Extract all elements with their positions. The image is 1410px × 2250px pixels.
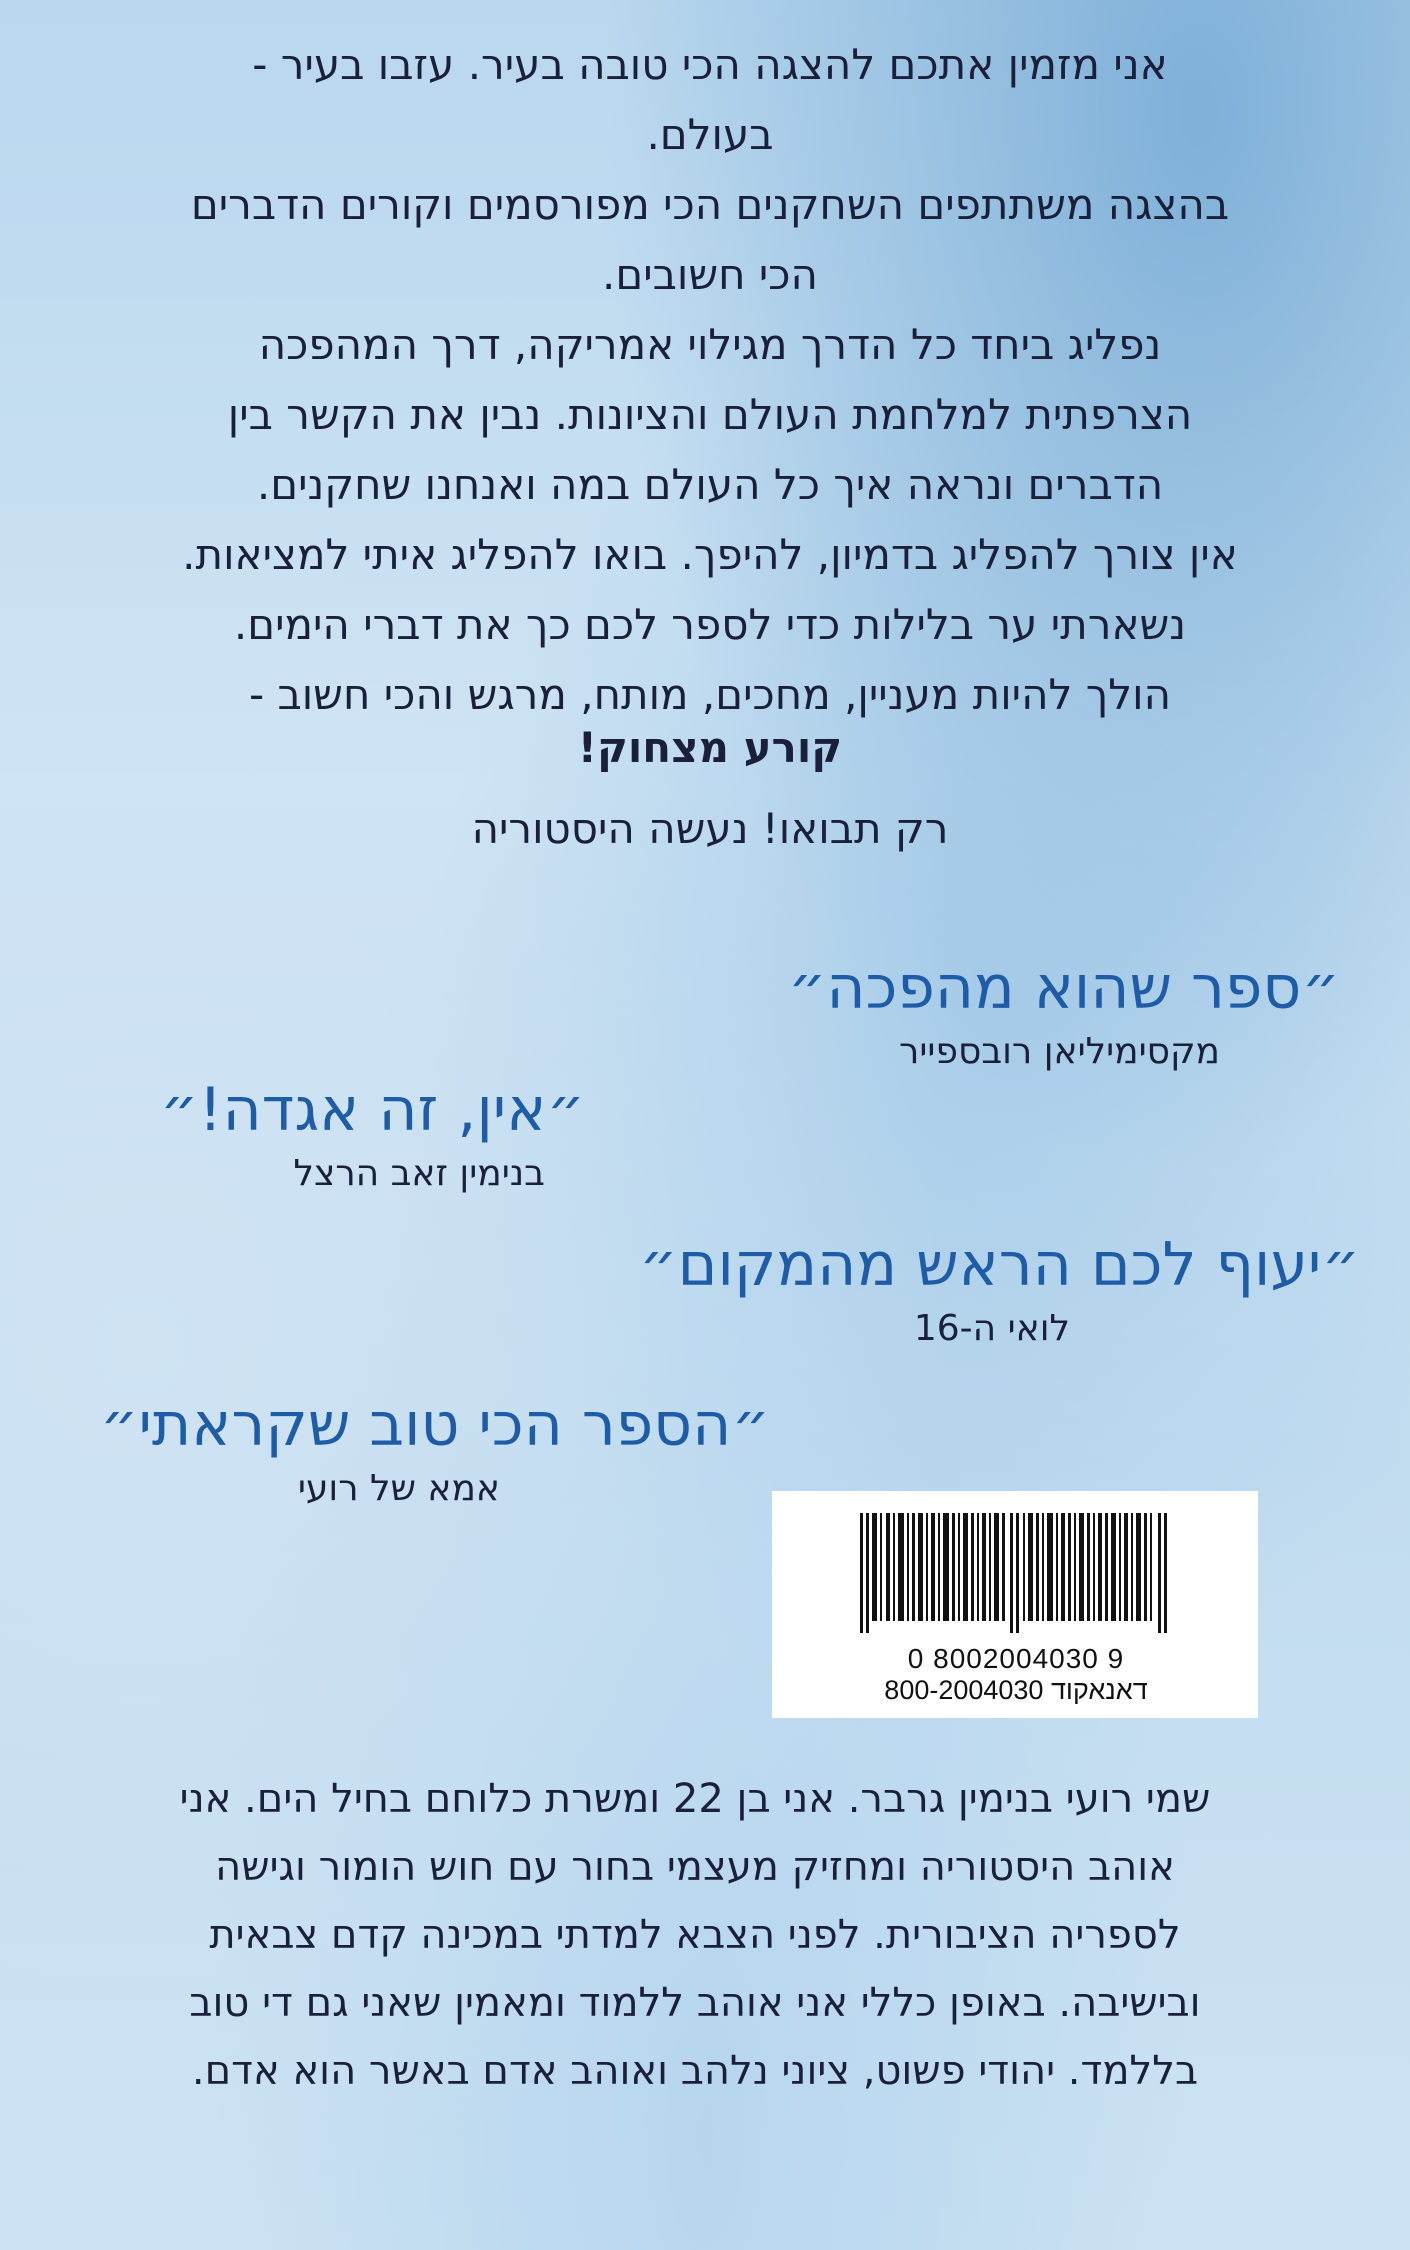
blurb-line: אני מזמין אתכם להצגה הכי טובה בעיר. עזבו בעיר - <box>252 40 1168 89</box>
quote-author: מקסימיליאן רובספייר <box>899 1031 1220 1072</box>
blurb-closing: רק תבואו! נעשה היסטוריה <box>471 804 949 853</box>
blurb-line: הכי חשובים. <box>602 250 818 299</box>
bio-line: אוהב היסטוריה ומחזיק מעצמי בחור עם חוש הומור וגישה <box>215 1844 1175 1890</box>
blurb-line: אין צורך להפליג בדמיון, להיפך. בואו להפליג איתי למציאות. <box>182 530 1238 579</box>
bio-line: לספריה הציבורית. לפני הצבא למדתי במכינה קדם צבאית <box>209 1912 1181 1958</box>
review-quote-1 <box>788 948 1340 1076</box>
blurb-line: הולך להיות מעניין, מחכים, מותח, מרגש והכי חשוב - <box>248 670 1172 719</box>
blurb-line: הצרפתית למלחמת העולם והציונות. נבין את הקשר בין <box>227 390 1193 439</box>
review-quote-2 <box>160 1070 585 1198</box>
quote-author: אמא של רועי <box>297 1468 500 1509</box>
blurb-line: הדברים ונראה איך כל העולם במה ואנחנו שחקנים. <box>256 460 1164 509</box>
blurb-line: בהצגה משתתפים השחקנים הכי מפורסמים וקורים הדברים <box>190 180 1230 229</box>
barcode-icon <box>860 1513 1170 1633</box>
blurb-line: בעולם. <box>646 110 774 159</box>
bio-line: בללמד. יהודי פשוט, ציוני נלהב ואוהב אדם באשר הוא אדם. <box>191 2048 1199 2094</box>
quote-text: ״יעוף לכם הראש מהמקום״ <box>638 1230 1360 1300</box>
review-quote-3 <box>639 1225 1360 1353</box>
bio-line: ובישיבה. באופן כללי אני אוהב ללמוד ומאמין שאני גם די טוב <box>189 1980 1201 2026</box>
review-quote-4 <box>100 1385 770 1513</box>
author-bio <box>120 1765 1270 2105</box>
bio-line: שמי רועי בנימין גרבר. אני בן 22 ומשרת כלוחם בחיל הים. אני <box>179 1776 1211 1822</box>
barcode-label: 800-2004030 דאנאקוד <box>884 1675 1148 1705</box>
quote-text: ״אין, זה אגדה!״ <box>159 1075 585 1145</box>
blurb-section <box>110 30 1310 864</box>
barcode-box <box>772 1491 1258 1718</box>
quote-text: ״הספר הכי טוב שקראתי״ <box>99 1390 770 1460</box>
blurb-climax: קורע מצחוק! <box>577 723 843 772</box>
quote-author: בנימין זאב הרצל <box>293 1153 545 1194</box>
barcode-number: 0 8002004030 9 <box>907 1643 1125 1674</box>
quote-author: לואי ה-16 <box>913 1308 1070 1349</box>
quote-text: ״ספר שהוא מהפכה״ <box>787 953 1340 1023</box>
blurb-line: נשארתי ער בלילות כדי לספר לכם כך את דברי הימים. <box>233 600 1187 649</box>
blurb-line: נפליג ביחד כל הדרך מגילוי אמריקה, דרך המהפכה <box>258 320 1162 369</box>
